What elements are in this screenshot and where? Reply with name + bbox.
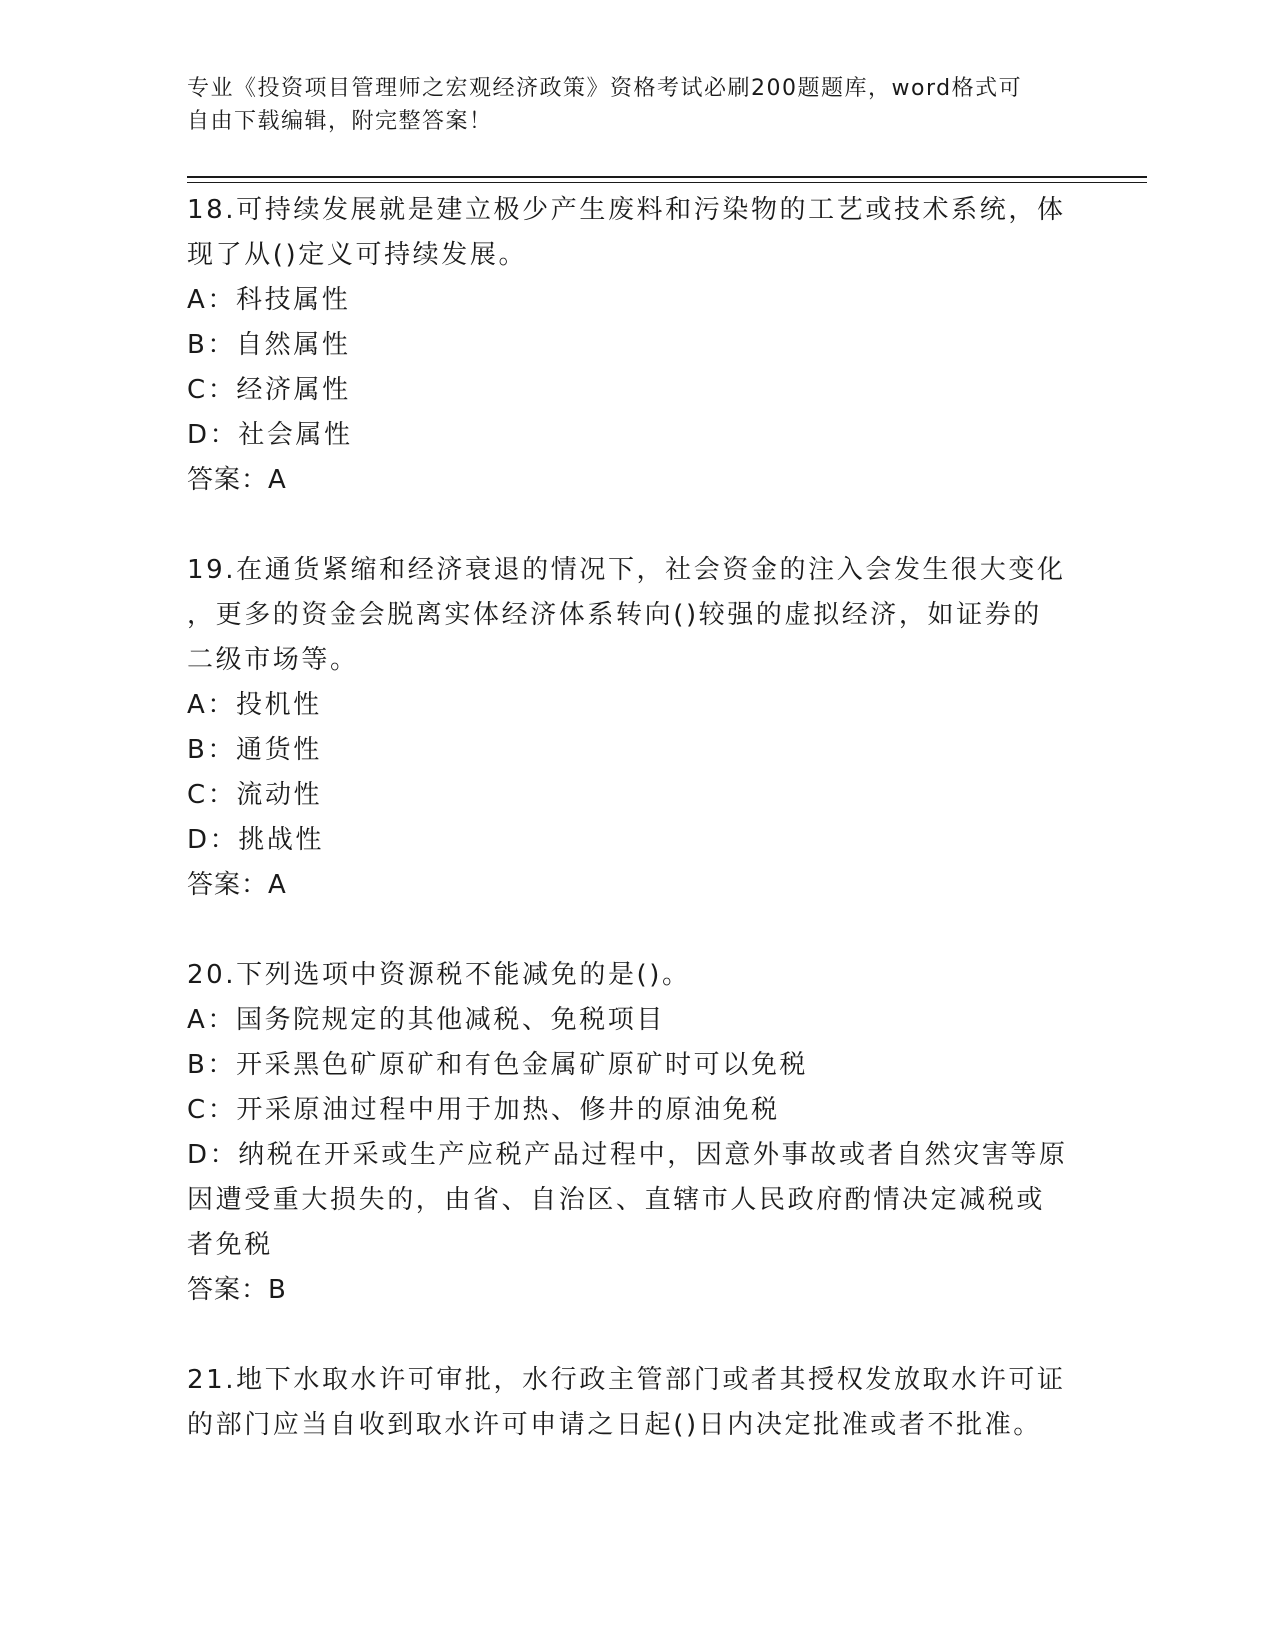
header-divider-thick <box>187 176 1147 178</box>
option-b: B：开采黑色矿原矿和有色金属矿原矿时可以免税 <box>187 1050 809 1080</box>
option-a: A：科技属性 <box>187 285 351 315</box>
option-d: D：挑战性 <box>187 825 325 855</box>
answer-label: 答案：A <box>187 465 287 495</box>
question-text-line: 的部门应当自收到取水许可申请之日起()日内决定批准或者不批准。 <box>187 1410 1042 1440</box>
question-text-line: ，更多的资金会脱离实体经济体系转向()较强的虚拟经济，如证券的 <box>187 600 1042 630</box>
option-c: C：流动性 <box>187 780 323 810</box>
header-line-1: 专业《投资项目管理师之宏观经济政策》资格考试必刷200题题库，word格式可 <box>187 76 1023 101</box>
question-18 <box>187 188 1077 503</box>
question-text-line: 21.地下水取水许可审批，水行政主管部门或者其授权发放取水许可证 <box>187 1365 1066 1395</box>
option-b: B：自然属性 <box>187 330 351 360</box>
question-text-line: 18.可持续发展就是建立极少产生废料和污染物的工艺或技术系统，体 <box>187 195 1066 225</box>
option-a: A：投机性 <box>187 690 322 720</box>
option-d: D：社会属性 <box>187 420 353 450</box>
option-d-line: 者免税 <box>187 1230 273 1260</box>
question-text-line: 二级市场等。 <box>187 645 359 675</box>
question-19 <box>187 548 1077 908</box>
question-21 <box>187 1358 1077 1448</box>
document-header <box>187 72 1067 138</box>
option-d-line: 因遭受重大损失的，由省、自治区、直辖市人民政府酌情决定减税或 <box>187 1185 1046 1215</box>
question-text-line: 现了从()定义可持续发展。 <box>187 240 528 270</box>
header-line-2: 自由下载编辑，附完整答案！ <box>187 109 493 134</box>
header-divider-thin <box>187 182 1147 183</box>
option-d-line: D：纳税在开采或生产应税产品过程中，因意外事故或者自然灾害等原 <box>187 1140 1068 1170</box>
question-text-line: 19.在通货紧缩和经济衰退的情况下，社会资金的注入会发生很大变化 <box>187 555 1066 585</box>
question-text-line: 20.下列选项中资源税不能减免的是()。 <box>187 960 691 990</box>
option-c: C：开采原油过程中用于加热、修井的原油免税 <box>187 1095 780 1125</box>
answer-label: 答案：B <box>187 1275 287 1305</box>
question-list <box>187 188 1077 1493</box>
answer-label: 答案：A <box>187 870 287 900</box>
option-b: B：通货性 <box>187 735 322 765</box>
option-c: C：经济属性 <box>187 375 351 405</box>
option-a: A：国务院规定的其他减税、免税项目 <box>187 1005 665 1035</box>
question-20 <box>187 953 1077 1313</box>
